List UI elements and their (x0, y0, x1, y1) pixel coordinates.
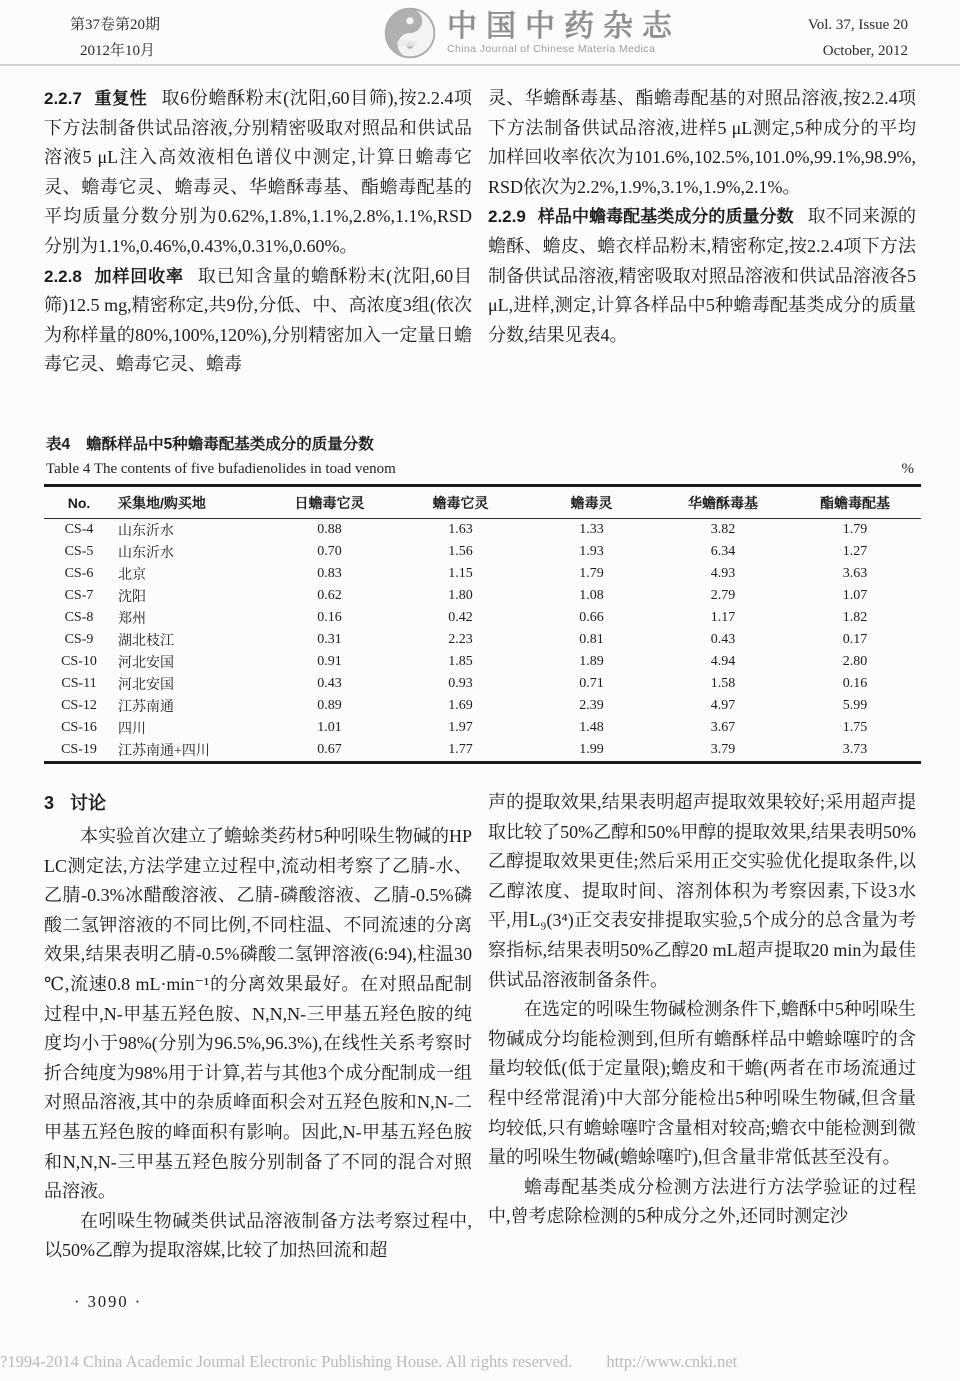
value-cell: 1.93 (579, 544, 604, 559)
table-row (44, 519, 921, 542)
issue-en: Vol. 37, Issue 20 (807, 17, 908, 33)
origin-cell: 山东沂水 (118, 524, 174, 539)
value-cell: 5.99 (842, 698, 868, 713)
table-caption-text: 蟾酥样品中5种蟾毒配基类成分的质量分数 (86, 436, 374, 453)
value-cell: 4.93 (710, 566, 736, 581)
left-column-bottom (44, 788, 472, 1298)
value-cell: 3.79 (710, 742, 736, 757)
origin-cell: 江苏南通 (118, 700, 174, 715)
value-cell: 0.93 (448, 676, 473, 691)
origin-cell: 郑州 (118, 612, 146, 627)
value-cell: 1.79 (579, 566, 604, 581)
yin-yang-logo-icon (383, 6, 437, 60)
table-row (44, 651, 921, 673)
header-divider (0, 64, 960, 66)
discussion-heading (44, 788, 472, 818)
value-cell: 0.62 (317, 588, 342, 603)
discussion-paragraph-continuation: 声的提取效果,结果表明超声提取效果较好;采用超声提取比较了50%乙醇和50%甲醇的提取效果,结果表明50%乙醇提取效果更佳;然后采用正交实验优化提取条件,以乙醇浓度、提取时间、溶剂体积为考察因素,下设3水平,用L₉(3⁴)正交表安排提取实验,5个成分的总含量为考察指标,结果表明50%乙醇20 mL超声提取20 min为最佳供试品溶液制备条件。 (488, 792, 916, 990)
table-column-header: 蟾毒灵 (526, 486, 657, 519)
value-cell: 0.70 (317, 544, 342, 559)
discussion-heading-number: 3 (44, 793, 55, 813)
value-cell: 1.48 (579, 720, 604, 735)
journal-masthead (383, 6, 681, 60)
value-cell: 0.81 (579, 632, 604, 647)
table-caption-number: 表4 (46, 436, 71, 453)
value-cell: 0.17 (842, 632, 868, 647)
value-cell: 0.91 (317, 654, 342, 669)
value-cell: 0.88 (317, 522, 342, 537)
paragraph-text: 取6份蟾酥粉末(沈阳,60目筛),按2.2.4项下方法制备供试品溶液,分别精密吸取对照品和供试品溶液5 μL注入高效液相色谱仪中测定,计算日蟾毒它灵、蟾毒它灵、蟾毒灵、华蟾酥毒基、酯蟾毒配基的平均质量分数分别为0.62%,1.8%,1.1%,2.8%,1.1%,RSD分别为1.1%,0.46%,0.43%,0.31%,0.60%。 (44, 88, 472, 256)
value-cell: 0.43 (317, 676, 342, 691)
issue-cn: 第37卷第20期 (70, 17, 161, 33)
value-cell: 1.33 (579, 522, 604, 537)
sample-id-cell: CS-9 (64, 632, 94, 647)
value-cell: 3.82 (710, 522, 736, 537)
journal-title-en: China Journal of Chinese Materia Medica (447, 43, 656, 55)
table-header-row (44, 486, 921, 519)
value-cell: 2.23 (448, 632, 473, 647)
methods-section (44, 84, 916, 416)
table-row (44, 541, 921, 563)
table-caption-row (46, 461, 914, 478)
sample-id-cell: CS-19 (61, 742, 97, 757)
table-column-header: 日蟾毒它灵 (264, 486, 395, 519)
value-cell: 0.83 (317, 566, 342, 581)
value-cell: 1.17 (710, 610, 736, 625)
journal-title-block (447, 11, 681, 55)
page-number: · 3090 · (74, 1292, 143, 1311)
paragraph-2-2-7 (44, 84, 472, 262)
value-cell: 1.08 (579, 588, 604, 603)
value-cell: 2.80 (842, 654, 868, 669)
right-column-top (488, 84, 916, 416)
value-cell: 1.58 (710, 676, 736, 691)
sample-id-cell: CS-16 (61, 720, 97, 735)
origin-cell: 山东沂水 (118, 546, 174, 561)
origin-cell: 河北安国 (118, 656, 174, 671)
table-row (44, 629, 921, 651)
sample-id-cell: CS-11 (61, 676, 97, 691)
table-body (44, 519, 921, 763)
value-cell: 1.56 (448, 544, 473, 559)
sample-id-cell: CS-5 (64, 544, 94, 559)
header-issue-info-en (808, 12, 908, 64)
date-cn: 2012年10月 (80, 43, 156, 59)
value-cell: 1.27 (842, 544, 868, 559)
sample-id-cell: CS-12 (61, 698, 97, 713)
copyright-text: ?1994-2014 China Academic Journal Electronic Publishing House. All rights reserved. (0, 1352, 573, 1371)
value-cell: 0.16 (842, 676, 868, 691)
paragraph-2-2-9 (488, 202, 916, 350)
value-cell: 1.69 (448, 698, 473, 713)
section-title: 样品中蟾毒配基类成分的质量分数 (537, 207, 794, 227)
discussion-paragraph: 蟾毒配基类成分检测方法进行方法学验证的过程中,曾考虑除检测的5种成分之外,还同时测定沙 (488, 1176, 916, 1227)
section-title: 加样回收率 (93, 266, 184, 286)
paragraph-text: 取已知含量的蟾酥粉末(沈阳,60目筛)12.5 mg,精密称定,共9份,分低、中、高浓度3组(依次为称样量的80%,100%,120%),分别精密加入一定量日蟾毒它灵、蟾毒它灵、蟾毒 (44, 265, 473, 375)
value-cell: 1.63 (448, 522, 473, 537)
discussion-heading-title: 讨论 (70, 793, 107, 813)
table-row (44, 585, 921, 607)
value-cell: 0.67 (317, 742, 342, 757)
value-cell: 1.80 (448, 588, 473, 603)
right-column-bottom (488, 788, 916, 1298)
table-row (44, 607, 921, 629)
value-cell: 0.89 (317, 698, 342, 713)
table-column-header: 蟾毒它灵 (395, 486, 526, 519)
value-cell: 1.85 (448, 654, 473, 669)
copyright-notice (0, 1352, 850, 1372)
discussion-paragraph: 在选定的吲哚生物碱检测条件下,蟾酥中5种吲哚生物碱成分均能检测到,但所有蟾酥样品中蟾蜍噻咛的含量均较低(低于定量限);蟾皮和干蟾(两者在市场流通过程中经常混淆)中大部分能检出5种吲哚生物碱,但含量均较低,只有蟾蜍噻咛含量相对较高;蟾衣中能检测到微量的吲哚生物碱(蟾蜍噻咛),但含量非常低甚至没有。 (488, 999, 916, 1168)
value-cell: 4.94 (710, 654, 736, 669)
table-caption-cn (46, 432, 916, 454)
discussion-paragraph: 在吲哚生物碱类供试品溶液制备方法考察过程中,以50%乙醇为提取溶媒,比较了加热回流和超 (44, 1210, 472, 1261)
sample-id-cell: CS-8 (64, 610, 94, 625)
paragraph-continuation: 灵、华蟾酥毒基、酯蟾毒配基的对照品溶液,按2.2.4项下方法制备供试品溶液,进样5 μL测定,5种成分的平均加样回收率依次为101.6%,102.5%,101.0%,99.1%,98.9%,RSD依次为2.2%,1.9%,3.1%,1.9%,2.1%。 (488, 88, 916, 197)
value-cell: 6.34 (710, 544, 736, 559)
table-4-block (44, 432, 916, 764)
table-caption-en: Table 4 The contents of five bufadienolides in toad venom (46, 461, 396, 477)
table-row (44, 673, 921, 695)
value-cell: 2.39 (579, 698, 604, 713)
paragraph-text: 取不同来源的蟾酥、蟾皮、蟾衣样品粉末,精密称定,按2.2.4项下方法制备供试品溶液,精密吸取对照品溶液和供试品溶液各5 μL,进样,测定,计算各样品中5种蟾毒配基类成分的质量分数,结果见表4。 (488, 206, 916, 345)
origin-cell: 河北安国 (118, 678, 174, 693)
section-number: 2.2.9 (488, 207, 526, 227)
section-number: 2.2.7 (44, 89, 82, 108)
sample-id-cell: CS-10 (61, 654, 97, 669)
value-cell: 1.97 (448, 720, 473, 735)
table-unit-label: % (901, 461, 914, 477)
value-cell: 0.16 (317, 610, 342, 625)
value-cell: 1.99 (579, 742, 604, 757)
value-cell: 1.07 (842, 588, 868, 603)
table-row (44, 739, 921, 763)
value-cell: 0.66 (579, 610, 604, 625)
value-cell: 3.73 (842, 742, 868, 757)
cnki-link[interactable]: http://www.cnki.net (606, 1352, 738, 1371)
origin-cell: 四川 (118, 722, 146, 737)
value-cell: 3.63 (842, 566, 868, 581)
value-cell: 1.15 (448, 566, 473, 581)
table-column-header: 采集地/购买地 (114, 486, 264, 519)
left-column-top (44, 84, 472, 416)
sample-id-cell: CS-6 (64, 566, 94, 581)
bufadienolides-table (44, 484, 921, 764)
section-title: 重复性 (93, 89, 148, 108)
value-cell: 1.89 (579, 654, 604, 669)
table-row (44, 695, 921, 717)
value-cell: 4.97 (710, 698, 736, 713)
origin-cell: 沈阳 (118, 590, 146, 605)
value-cell: 1.82 (842, 610, 868, 625)
value-cell: 1.75 (842, 720, 868, 735)
origin-cell: 北京 (118, 568, 146, 583)
origin-cell: 湖北枝江 (118, 634, 174, 649)
value-cell: 0.71 (579, 676, 604, 691)
page-header (0, 0, 960, 64)
discussion-paragraph: 本实验首次建立了蟾蜍类药材5种吲哚生物碱的HPLC测定法,方法学建立过程中,流动相考察了乙腈-水、乙腈-0.3%冰醋酸溶液、乙腈-磷酸溶液、乙腈-0.5%磷酸二氢钾溶液的不同比例,不同柱温、不同流速的分离效果,结果表明乙腈-0.5%磷酸二氢钾溶液(6:94),柱温30 ℃,流速0.8 mL·min⁻¹的分离效果最好。在对照品配制过程中,N-甲基五羟色胺、N,N,N-三甲基五羟色胺的纯度均小于98%(分别为96.5%,96.3%),在线性关系考察时折合纯度为98%用于计算,若与其他3个成分配制成一组对照品溶液,其中的杂质峰面积会对五羟色胺和N,N-二甲基五羟色胺的峰面积有影响。因此,N-甲基五羟色胺和N,N,N-三甲基五羟色胺分别制备了不同的混合对照品溶液。 (44, 826, 473, 1202)
discussion-section (44, 788, 916, 1298)
value-cell: 3.67 (710, 720, 736, 735)
value-cell: 0.31 (317, 632, 342, 647)
value-cell: 1.77 (448, 742, 473, 757)
table-row (44, 563, 921, 585)
origin-cell: 江苏南通+四川 (118, 744, 210, 759)
value-cell: 1.79 (842, 522, 868, 537)
sample-id-cell: CS-4 (64, 522, 94, 537)
section-number: 2.2.8 (44, 266, 82, 286)
value-cell: 2.79 (710, 588, 736, 603)
header-issue-info-cn (70, 12, 160, 64)
journal-title-cn: 中国中药杂志 (447, 10, 681, 43)
table-column-header: 酯蟾毒配基 (789, 486, 921, 519)
table-column-header: 华蟾酥毒基 (657, 486, 789, 519)
table-row (44, 717, 921, 739)
value-cell: 0.43 (710, 632, 736, 647)
value-cell: 1.01 (317, 720, 342, 735)
paragraph-2-2-8 (44, 262, 472, 380)
sample-id-cell: CS-7 (64, 588, 94, 603)
date-en: October, 2012 (822, 43, 908, 59)
value-cell: 0.42 (448, 610, 473, 625)
table-column-header: No. (44, 486, 114, 519)
